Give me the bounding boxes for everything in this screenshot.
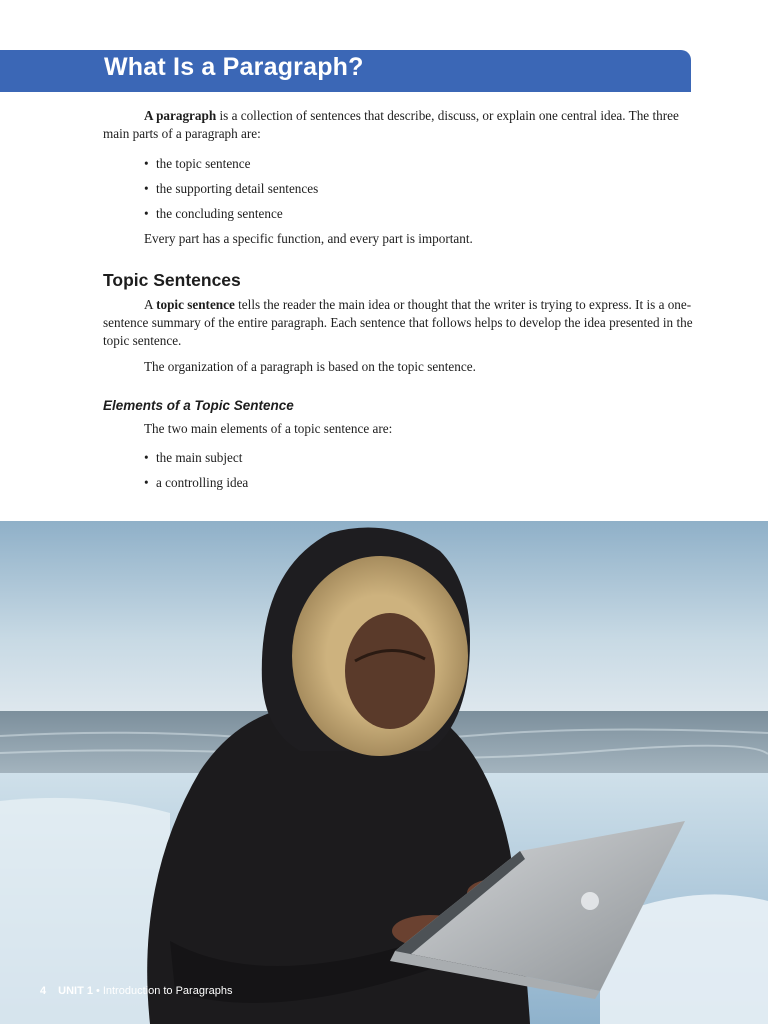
elements-heading: Elements of a Topic Sentence <box>103 398 294 413</box>
page-number: 4 <box>40 985 47 997</box>
topic-paragraph <box>103 296 693 350</box>
list-item: • the supporting detail sentences <box>144 180 693 198</box>
list-item: • a controlling idea <box>144 474 693 492</box>
list-item: • the topic sentence <box>144 155 693 173</box>
photo-person-with-laptop-on-ice <box>0 521 768 1024</box>
organization-note: The organization of a paragraph is based on the topic sentence. <box>144 359 476 374</box>
parts-note: Every part has a specific function, and every part is important. <box>144 231 473 246</box>
topic-prefix: A <box>144 297 157 312</box>
intro-text: is a collection of sentences that describe, discuss, or explain one central idea. The three main parts of a paragraph are: <box>103 108 679 141</box>
list-item: • the main subject <box>144 449 693 467</box>
list-item: • the concluding sentence <box>144 205 693 223</box>
photo-illustration <box>0 521 768 1024</box>
page-footer <box>40 985 232 997</box>
content <box>103 107 693 492</box>
elements-list <box>144 449 693 492</box>
topic-term: topic sentence <box>156 297 235 312</box>
intro-paragraph <box>103 107 693 143</box>
elements-intro: The two main elements of a topic sentence are: <box>144 421 393 436</box>
unit-label: UNIT 1 <box>58 985 93 997</box>
parts-list <box>144 155 693 223</box>
chapter-title: Introduction to Paragraphs <box>102 985 233 997</box>
topic-text: tells the reader the main idea or thought that the writer is trying to express. It is a one-sentence summary of the entire paragraph. Each sentence that follows helps to develop the idea presented in the topic sentence. <box>103 297 693 348</box>
footer-separator: • <box>95 985 100 997</box>
page-title: What Is a Paragraph? <box>104 53 364 81</box>
topic-heading: Topic Sentences <box>103 270 241 290</box>
intro-term: A paragraph <box>144 108 217 123</box>
title-bar <box>0 50 691 92</box>
